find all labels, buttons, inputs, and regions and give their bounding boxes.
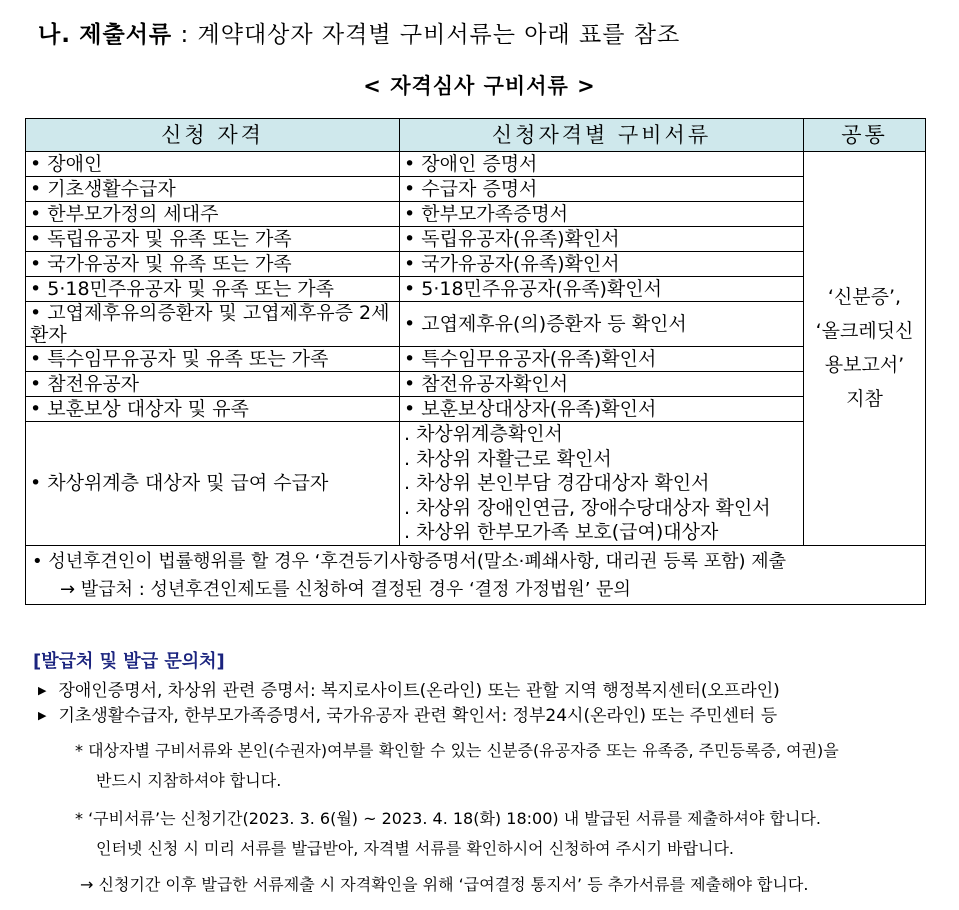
qualification-cell: • 독립유공자 및 유족 또는 가족 <box>26 227 400 252</box>
table-row <box>26 422 926 546</box>
issuance-line-text: 기초생활수급자, 한부모가족증명서, 국가유공자 관련 확인서: 정부24시(온라인) 또는 주민센터 등 <box>58 706 778 726</box>
table-row <box>26 152 926 177</box>
document-subitem: . 차상위 한부모가족 보호(급여)대상자 <box>404 521 719 543</box>
qualification-cell: • 보훈보상 대상자 및 유족 <box>26 397 400 422</box>
qualification-cell: • 고엽제후유의증환자 및 고엽제후유증 2세환자 <box>26 302 400 347</box>
common-line: 지참 <box>846 388 883 411</box>
common-line: 용보고서’ <box>824 354 905 377</box>
document-cell: • 5·18민주유공자(유족)확인서 <box>400 277 804 302</box>
section-description: 계약대상자 자격별 구비서류는 아래 표를 참조 <box>197 22 681 48</box>
table-row <box>26 227 926 252</box>
issuance-line <box>38 676 780 701</box>
qualification-cell: • 특수임무유공자 및 유족 또는 가족 <box>26 347 400 372</box>
table-title: < 자격심사 구비서류 > <box>363 74 596 98</box>
document-cell: • 독립유공자(유족)확인서 <box>400 227 804 252</box>
guardian-note-row <box>26 545 926 604</box>
document-cell: • 한부모가족증명서 <box>400 202 804 227</box>
common-cell <box>804 152 926 546</box>
header-qualification: 신청 자격 <box>26 119 400 152</box>
table-row <box>26 397 926 422</box>
table-row <box>26 347 926 372</box>
header-documents: 신청자격별 구비서류 <box>400 119 804 152</box>
triangle-bullet-icon: ▶ <box>38 709 47 722</box>
qualification-cell: • 장애인 <box>26 152 400 177</box>
document-subitem: . 차상위 자활근로 확인서 <box>404 447 612 470</box>
document-cell: • 수급자 증명서 <box>400 177 804 202</box>
common-line: ‘올크레딧신 <box>815 320 914 343</box>
table-row <box>26 302 926 347</box>
table-header-row <box>26 119 926 152</box>
issuance-line-text: 장애인증명서, 차상위 관련 증명서: 복지로사이트(온라인) 또는 관할 지역 행정복지센터(오프라인) <box>58 681 780 701</box>
footnote-line: 반드시 지참하셔야 합니다. <box>96 771 282 790</box>
final-note: → 신청기간 이후 발급한 서류제출 시 자격확인을 위해 ‘급여결정 통지서’ 등 추가서류를 제출해야 합니다. <box>80 875 809 894</box>
qualification-cell: • 참전유공자 <box>26 372 400 397</box>
guardian-note-arrow-line: → 발급처 : 성년후견인제도를 신청하여 결정된 경우 ‘결정 가정법원’ 문의 <box>60 578 631 600</box>
issuance-line <box>38 701 777 726</box>
footnote-line: * ‘구비서류’는 신청기간(2023. 3. 6(월) ~ 2023. 4. 18(화) 18:00) 내 발급된 서류를 제출하셔야 합니다. <box>75 809 821 828</box>
documents-table <box>25 118 926 605</box>
common-line: ‘신분증’, <box>827 286 902 309</box>
qualification-cell: • 5·18민주유공자 및 유족 또는 가족 <box>26 277 400 302</box>
table-row <box>26 277 926 302</box>
document-cell: • 고엽제후유(의)증환자 등 확인서 <box>400 302 804 347</box>
qualification-cell: • 차상위계층 대상자 및 급여 수급자 <box>26 422 400 546</box>
footnote-line: 인터넷 신청 시 미리 서류를 발급받아, 자격별 서류를 확인하시어 신청하여 주시기 바랍니다. <box>96 839 734 858</box>
table-row <box>26 202 926 227</box>
section-separator: : <box>180 22 190 48</box>
issuance-heading: [발급처 및 발급 문의처] <box>33 651 225 672</box>
guardian-note-cell <box>26 545 926 604</box>
document-list-cell <box>400 422 804 546</box>
header-common: 공통 <box>804 119 926 152</box>
table-row <box>26 372 926 397</box>
footnote <box>75 736 839 796</box>
document-subitem: . 차상위계층확인서 <box>404 423 563 445</box>
qualification-cell: • 기초생활수급자 <box>26 177 400 202</box>
table-row <box>26 177 926 202</box>
document-subitem: . 차상위 본인부담 경감대상자 확인서 <box>404 472 710 494</box>
document-cell: • 특수임무유공자(유족)확인서 <box>400 347 804 372</box>
qualification-cell: • 한부모가정의 세대주 <box>26 202 400 227</box>
table-row <box>26 252 926 277</box>
footnote <box>75 804 821 864</box>
qualification-cell: • 국가유공자 및 유족 또는 가족 <box>26 252 400 277</box>
footnote-line: * 대상자별 구비서류와 본인(수권자)여부를 확인할 수 있는 신분증(유공자증 또는 유족증, 주민등록증, 여권)을 <box>75 741 839 760</box>
section-title: 제출서류 <box>79 22 173 48</box>
document-cell: • 보훈보상대상자(유족)확인서 <box>400 397 804 422</box>
document-cell: • 장애인 증명서 <box>400 152 804 177</box>
section-number: 나. <box>38 22 71 48</box>
guardian-note-line: • 성년후견인이 법률행위를 할 경우 ‘후견등기사항증명서(말소·폐쇄사항, 대리권 등록 포함) 제출 <box>32 550 787 572</box>
section-heading <box>38 16 680 49</box>
document-cell: • 참전유공자확인서 <box>400 372 804 397</box>
triangle-bullet-icon: ▶ <box>38 684 47 697</box>
document-subitem: . 차상위 장애인연금, 장애수당대상자 확인서 <box>404 496 771 519</box>
document-cell: • 국가유공자(유족)확인서 <box>400 252 804 277</box>
